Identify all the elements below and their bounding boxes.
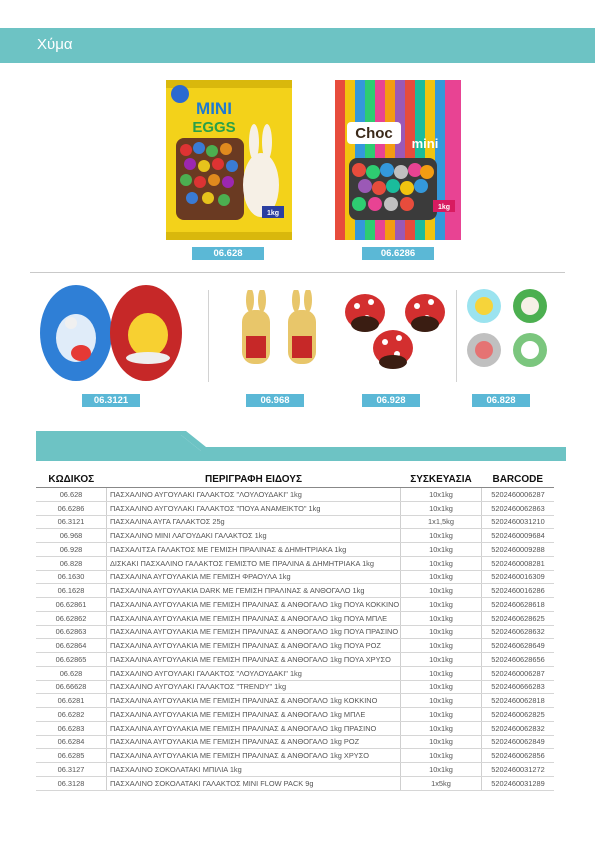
row-code: 06.928 [36, 543, 107, 557]
row-packaging: 10x1kg [401, 598, 482, 612]
row-code: 06.628 [36, 488, 107, 502]
row-barcode: 5202460628649 [482, 639, 555, 653]
row-packaging: 10x1kg [401, 488, 482, 502]
row-description: ΠΑΣΧΑΛΙΝΑ ΑΥΓΟΥΛΑΚΙΑ ΜΕ ΓΕΜΙΣΗ ΠΡΑΛΙΝΑΣ & ΑΝΘΟΓΑΛΟ 1kg ΠΟΥΑ ΠΡΑΣΙΝΟ [107, 625, 401, 639]
row-code: 06.62863 [36, 625, 107, 639]
row-packaging: 10x1kg [401, 666, 482, 680]
row-description: ΠΑΣΧΑΛΙΝΑ ΑΥΓΑ ΓΑΛΑΚΤΟΣ 25g [107, 515, 401, 529]
row-packaging: 1x1,5kg [401, 515, 482, 529]
bag-text-mini-2: mini [411, 136, 439, 151]
row-code: 06.3128 [36, 776, 107, 790]
row-barcode: 5202460016309 [482, 570, 555, 584]
product-image-foil-discs [462, 286, 558, 374]
row-packaging: 10x1kg [401, 529, 482, 543]
row-packaging: 10x1kg [401, 611, 482, 625]
row-barcode: 5202460008281 [482, 556, 555, 570]
table-row [36, 708, 554, 722]
row-packaging: 10x1kg [401, 735, 482, 749]
product-image-ladybugs [343, 290, 451, 372]
row-description: ΠΑΣΧΑΛΙΝΑ ΑΥΓΟΥΛΑΚΙΑ ΜΕ ΓΕΜΙΣΗ ΠΡΑΛΙΝΑΣ & ΑΝΘΟΓΑΛΟ 1kg ΜΠΛΕ [107, 708, 401, 722]
row-code: 06.6284 [36, 735, 107, 749]
row-description: ΠΑΣΧΑΛΙΤΣΑ ΓΑΛΑΚΤΟΣ ΜΕ ΓΕΜΙΣΗ ΠΡΑΛΙΝΑΣ & ΔΗΜΗΤΡΙΑΚΑ 1kg [107, 543, 401, 557]
product-code-tag: 06.968 [246, 394, 304, 407]
product-table [36, 472, 554, 791]
table-row [36, 515, 554, 529]
table-row [36, 598, 554, 612]
bag-text-choc: Choc [355, 125, 393, 142]
row-description: ΠΑΣΧΑΛΙΝΑ ΑΥΓΟΥΛΑΚΙΑ ΜΕ ΓΕΜΙΣΗ ΠΡΑΛΙΝΑΣ & ΑΝΘΟΓΑΛΟ 1kg ΡΟΖ [107, 735, 401, 749]
column-divider [456, 290, 457, 382]
row-barcode: 5202460009684 [482, 529, 555, 543]
row-packaging: 10x1kg [401, 694, 482, 708]
table-row [36, 721, 554, 735]
row-description: ΠΑΣΧΑΛΙΝΟ ΜΙΝΙ ΛΑΓΟΥΔΑΚΙ ΓΑΛΑΚΤΟΣ 1kg [107, 529, 401, 543]
table-row [36, 680, 554, 694]
table-row [36, 639, 554, 653]
row-description: ΠΑΣΧΑΛΙΝΑ ΑΥΓΟΥΛΑΚΙΑ DARK ΜΕ ΓΕΜΙΣΗ ΠΡΑΛΙΝΑΣ & ΑΝΘΟΓΑΛΟ 1kg [107, 584, 401, 598]
row-barcode: 5202460062818 [482, 694, 555, 708]
product-image-foil-eggs [36, 283, 191, 387]
table-row [36, 694, 554, 708]
row-code: 06.968 [36, 529, 107, 543]
bag-weight: 1kg [266, 210, 280, 217]
table-header-shape [36, 431, 566, 461]
product-code-tag: 06.928 [362, 394, 420, 407]
table-row [36, 501, 554, 515]
row-description: ΠΑΣΧΑΛΙΝΟ ΑΥΓΟΥΛΑΚΙ ΓΑΛΑΚΤΟΣ "ΛΟΥΛΟΥΔΑΚΙ" 1kg [107, 666, 401, 680]
column-divider [208, 290, 209, 382]
table-row [36, 488, 554, 502]
table-row [36, 529, 554, 543]
header-description: ΠΕΡΙΓΡΑΦΗ ΕΙΔΟΥΣ [107, 472, 401, 488]
row-barcode: 5202460006287 [482, 666, 555, 680]
row-packaging: 10x1kg [401, 749, 482, 763]
table-row [36, 735, 554, 749]
bag-text-mini: MINI [196, 99, 232, 118]
product-code-tag: 06.6286 [362, 247, 434, 260]
row-barcode: 5202460031210 [482, 515, 555, 529]
table-row [36, 556, 554, 570]
row-barcode: 5202460628618 [482, 598, 555, 612]
bag-weight: 1kg [437, 204, 451, 211]
row-barcode: 5202460031289 [482, 776, 555, 790]
row-code: 06.628 [36, 666, 107, 680]
row-code: 06.62865 [36, 653, 107, 667]
row-barcode: 5202460628632 [482, 625, 555, 639]
row-code: 06.828 [36, 556, 107, 570]
row-description: ΠΑΣΧΑΛΙΝΟ ΑΥΓΟΥΛΑΚΙ ΓΑΛΑΚΤΟΣ "ΠΟΥΑ ΑΝΑΜΕΙΚΤΟ" 1kg [107, 501, 401, 515]
row-code: 06.6281 [36, 694, 107, 708]
row-description: ΠΑΣΧΑΛΙΝΑ ΑΥΓΟΥΛΑΚΙΑ ΜΕ ΓΕΜΙΣΗ ΠΡΑΛΙΝΑΣ & ΑΝΘΟΓΑΛΟ 1kg ΠΟΥΑ ΧΡΥΣΟ [107, 653, 401, 667]
row-barcode: 5202460031272 [482, 763, 555, 777]
table-row [36, 749, 554, 763]
row-description: ΠΑΣΧΑΛΙΝΑ ΑΥΓΟΥΛΑΚΙΑ ΜΕ ΓΕΜΙΣΗ ΠΡΑΛΙΝΑΣ & ΑΝΘΟΓΑΛΟ 1kg ΚΟΚΚΙΝΟ [107, 694, 401, 708]
table-row [36, 570, 554, 584]
row-barcode: 5202460006287 [482, 488, 555, 502]
product-image-choc-mini [335, 80, 461, 240]
row-code: 06.6283 [36, 721, 107, 735]
header-code: ΚΩΔΙΚΟΣ [36, 472, 107, 488]
row-code: 06.6282 [36, 708, 107, 722]
table-row [36, 666, 554, 680]
table-row [36, 653, 554, 667]
row-packaging: 1x5kg [401, 776, 482, 790]
table-row [36, 776, 554, 790]
row-description: ΠΑΣΧΑΛΙΝΟ ΣΟΚΟΛΑΤΑΚΙ ΓΑΛΑΚΤΟΣ MINI FLOW PACK 9g [107, 776, 401, 790]
row-barcode: 5202460009288 [482, 543, 555, 557]
row-packaging: 10x1kg [401, 639, 482, 653]
header-band [0, 28, 595, 63]
row-code: 06.62864 [36, 639, 107, 653]
row-code: 06.66628 [36, 680, 107, 694]
row-packaging: 10x1kg [401, 543, 482, 557]
page-title: Χύμα [37, 36, 73, 53]
row-packaging: 10x1kg [401, 653, 482, 667]
row-packaging: 10x1kg [401, 680, 482, 694]
row-code: 06.62862 [36, 611, 107, 625]
header-barcode: BARCODE [482, 472, 555, 488]
header-packaging: ΣΥΣΚΕΥΑΣΙΑ [401, 472, 482, 488]
product-image-mini-eggs [166, 80, 292, 240]
row-description: ΠΑΣΧΑΛΙΝΑ ΑΥΓΟΥΛΑΚΙΑ ΜΕ ΓΕΜΙΣΗ ΠΡΑΛΙΝΑΣ & ΑΝΘΟΓΑΛΟ 1kg ΧΡΥΣΟ [107, 749, 401, 763]
row-description: ΠΑΣΧΑΛΙΝΑ ΑΥΓΟΥΛΑΚΙΑ ΜΕ ΓΕΜΙΣΗ ΠΡΑΛΙΝΑΣ & ΑΝΘΟΓΑΛΟ 1kg ΠΟΥΑ ΜΠΛΕ [107, 611, 401, 625]
product-code-tag: 06.628 [192, 247, 264, 260]
row-description: ΠΑΣΧΑΛΙΝΑ ΑΥΓΟΥΛΑΚΙΑ ΜΕ ΓΕΜΙΣΗ ΠΡΑΛΙΝΑΣ & ΑΝΘΟΓΑΛΟ 1kg ΠΟΥΑ ΚΟΚΚΙΝΟ [107, 598, 401, 612]
row-description: ΔΙΣΚΑΚΙ ΠΑΣΧΑΛΙΝΟ ΓΑΛΑΚΤΟΣ ΓΕΜΙΣΤΟ ΜΕ ΠΡΑΛΙΝΑ & ΔΗΜΗΤΡΙΑΚΑ 1kg [107, 556, 401, 570]
section-divider [30, 272, 565, 273]
row-barcode: 5202460062863 [482, 501, 555, 515]
table-header-row [36, 472, 554, 488]
row-packaging: 10x1kg [401, 625, 482, 639]
row-code: 06.62861 [36, 598, 107, 612]
row-packaging: 10x1kg [401, 584, 482, 598]
row-code: 06.1628 [36, 584, 107, 598]
row-code: 06.6286 [36, 501, 107, 515]
table-row [36, 625, 554, 639]
row-packaging: 10x1kg [401, 501, 482, 515]
row-description: ΠΑΣΧΑΛΙΝΑ ΑΥΓΟΥΛΑΚΙΑ ΜΕ ΓΕΜΙΣΗ ΦΡΑΟΥΛΑ 1kg [107, 570, 401, 584]
row-barcode: 5202460628625 [482, 611, 555, 625]
product-code-tag: 06.828 [472, 394, 530, 407]
row-barcode: 5202460062825 [482, 708, 555, 722]
table-row [36, 763, 554, 777]
row-description: ΠΑΣΧΑΛΙΝΑ ΑΥΓΟΥΛΑΚΙΑ ΜΕ ΓΕΜΙΣΗ ΠΡΑΛΙΝΑΣ & ΑΝΘΟΓΑΛΟ 1kg ΠΟΥΑ ΡΟΖ [107, 639, 401, 653]
row-packaging: 10x1kg [401, 570, 482, 584]
row-packaging: 10x1kg [401, 708, 482, 722]
row-barcode: 5202460628656 [482, 653, 555, 667]
row-description: ΠΑΣΧΑΛΙΝΟ ΑΥΓΟΥΛΑΚΙ ΓΑΛΑΚΤΟΣ "ΛΟΥΛΟΥΔΑΚΙ" 1kg [107, 488, 401, 502]
row-code: 06.3127 [36, 763, 107, 777]
row-packaging: 10x1kg [401, 556, 482, 570]
row-barcode: 5202460666283 [482, 680, 555, 694]
row-packaging: 10x1kg [401, 763, 482, 777]
row-code: 06.3121 [36, 515, 107, 529]
product-image-foil-bunnies [236, 290, 322, 366]
row-barcode: 5202460016286 [482, 584, 555, 598]
row-barcode: 5202460062856 [482, 749, 555, 763]
row-barcode: 5202460062832 [482, 721, 555, 735]
table-row [36, 543, 554, 557]
product-code-tag: 06.3121 [82, 394, 140, 407]
table-row [36, 584, 554, 598]
row-description: ΠΑΣΧΑΛΙΝΟ ΑΥΓΟΥΛΑΚΙ ΓΑΛΑΚΤΟΣ "TRENDY" 1kg [107, 680, 401, 694]
row-code: 06.1630 [36, 570, 107, 584]
row-description: ΠΑΣΧΑΛΙΝΟ ΣΟΚΟΛΑΤΑΚΙ ΜΠΙΛΙΑ 1kg [107, 763, 401, 777]
row-packaging: 10x1kg [401, 721, 482, 735]
bag-text-eggs: EGGS [192, 119, 236, 136]
row-description: ΠΑΣΧΑΛΙΝΑ ΑΥΓΟΥΛΑΚΙΑ ΜΕ ΓΕΜΙΣΗ ΠΡΑΛΙΝΑΣ & ΑΝΘΟΓΑΛΟ 1kg ΠΡΑΣΙΝΟ [107, 721, 401, 735]
table-row [36, 611, 554, 625]
table-body [36, 488, 554, 791]
row-code: 06.6285 [36, 749, 107, 763]
row-barcode: 5202460062849 [482, 735, 555, 749]
